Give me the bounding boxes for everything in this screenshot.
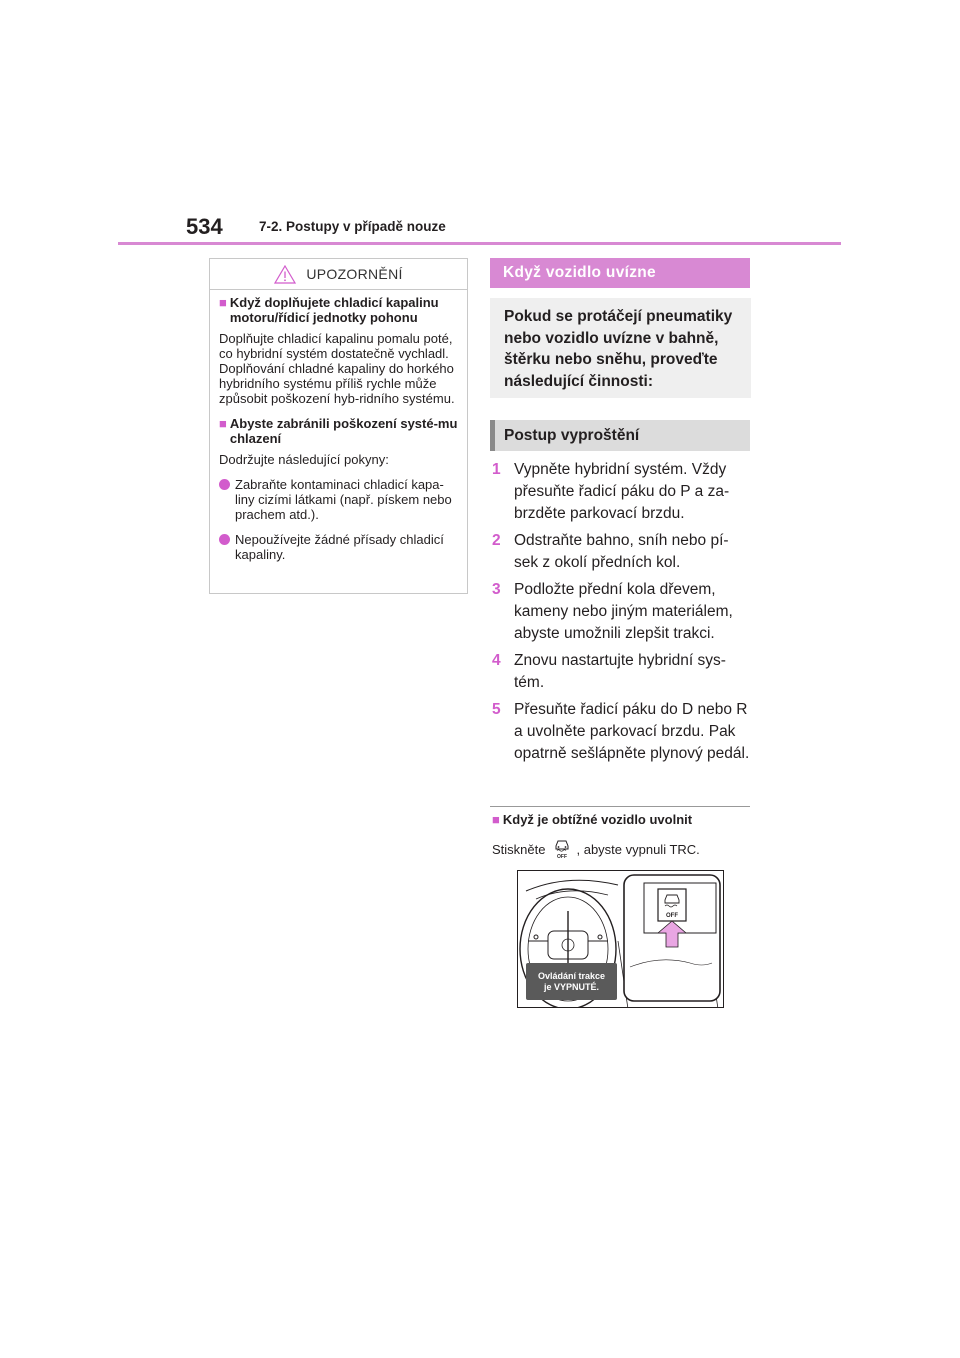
traction-off-callout: Ovládání trakce je VYPNUTÉ. (526, 963, 617, 1000)
warning-paragraph-1: Doplňujte chladicí kapalinu pomalu poté, co hybridní systém dostatečně vychladl. Doplňování chladné kapaliny do horkého hybridního systému příliš rychle může způsobit poškození hyb-ridního systému. (219, 331, 455, 406)
stuck-intro: Pokud se protáčejí pneumatiky nebo vozidlo uvízne v bahně, štěrku nebo sněhu, proveďte následující činnosti: (490, 298, 751, 398)
section-title: 7-2. Postupy v případě nouze (259, 219, 446, 234)
round-bullet-icon (219, 479, 230, 490)
square-bullet-icon: ■ (492, 812, 500, 827)
step-item: 1 Vypněte hybridní systém. Vždy přesuňte řadicí páku do P a za-brzděte parkovací brzdu. (492, 461, 730, 522)
press-instruction: Stiskněte OFF , abyste vypnuli TRC. (492, 839, 700, 859)
procedure-steps (492, 459, 750, 770)
difficult-heading: ■ Když je obtížné vozidlo uvolnit (492, 812, 693, 827)
warning-header (210, 259, 467, 290)
round-bullet-icon (219, 534, 230, 545)
warning-heading-2: ■ Abyste zabránili poškození systé-mu chlazení (219, 416, 458, 446)
trc-off-icon (554, 839, 570, 859)
section-divider (490, 806, 750, 807)
list-item: Nepoužívejte žádné přísady chladicí kapaliny. (219, 532, 458, 562)
warning-paragraph-2: Dodržujte následující pokyny: (219, 452, 389, 467)
list-item: Zabraňte kontaminaci chladicí kapa-liny cizími látkami (např. pískem nebo prachem atd.). (219, 477, 458, 522)
step-item: 5 Přesuňte řadicí páku do D nebo R a uvolněte parkovací brzdu. Pak opatrně sešlápněte plynový pedál. (492, 701, 750, 762)
warning-box (209, 258, 468, 594)
svg-text:OFF: OFF (666, 913, 678, 919)
step-item: 4 Znovu nastartujte hybridní sys-tém. (492, 652, 726, 691)
step-item: 2 Odstraňte bahno, sníh nebo pí-sek z okolí předních kol. (492, 532, 729, 571)
stuck-title: Když vozidlo uvízne (490, 258, 750, 288)
warning-heading-1: ■ Když doplňujete chladicí kapalinu motoru/řídicí jednotky pohonu (219, 295, 439, 325)
page-number: 534 (186, 214, 223, 239)
step-item: 3 Podložte přední kola dřevem, kameny nebo jiným materiálem, abyste umožnili zlepšit trakci. (492, 581, 733, 642)
header-rule (118, 242, 841, 245)
svg-text:OFF: OFF (557, 854, 568, 859)
square-bullet-icon: ■ (219, 295, 227, 310)
square-bullet-icon: ■ (219, 416, 227, 431)
warning-title: UPOZORNĚNÍ (306, 266, 403, 282)
warning-triangle-icon (274, 265, 296, 284)
procedure-title: Postup vyproštění (490, 420, 750, 451)
